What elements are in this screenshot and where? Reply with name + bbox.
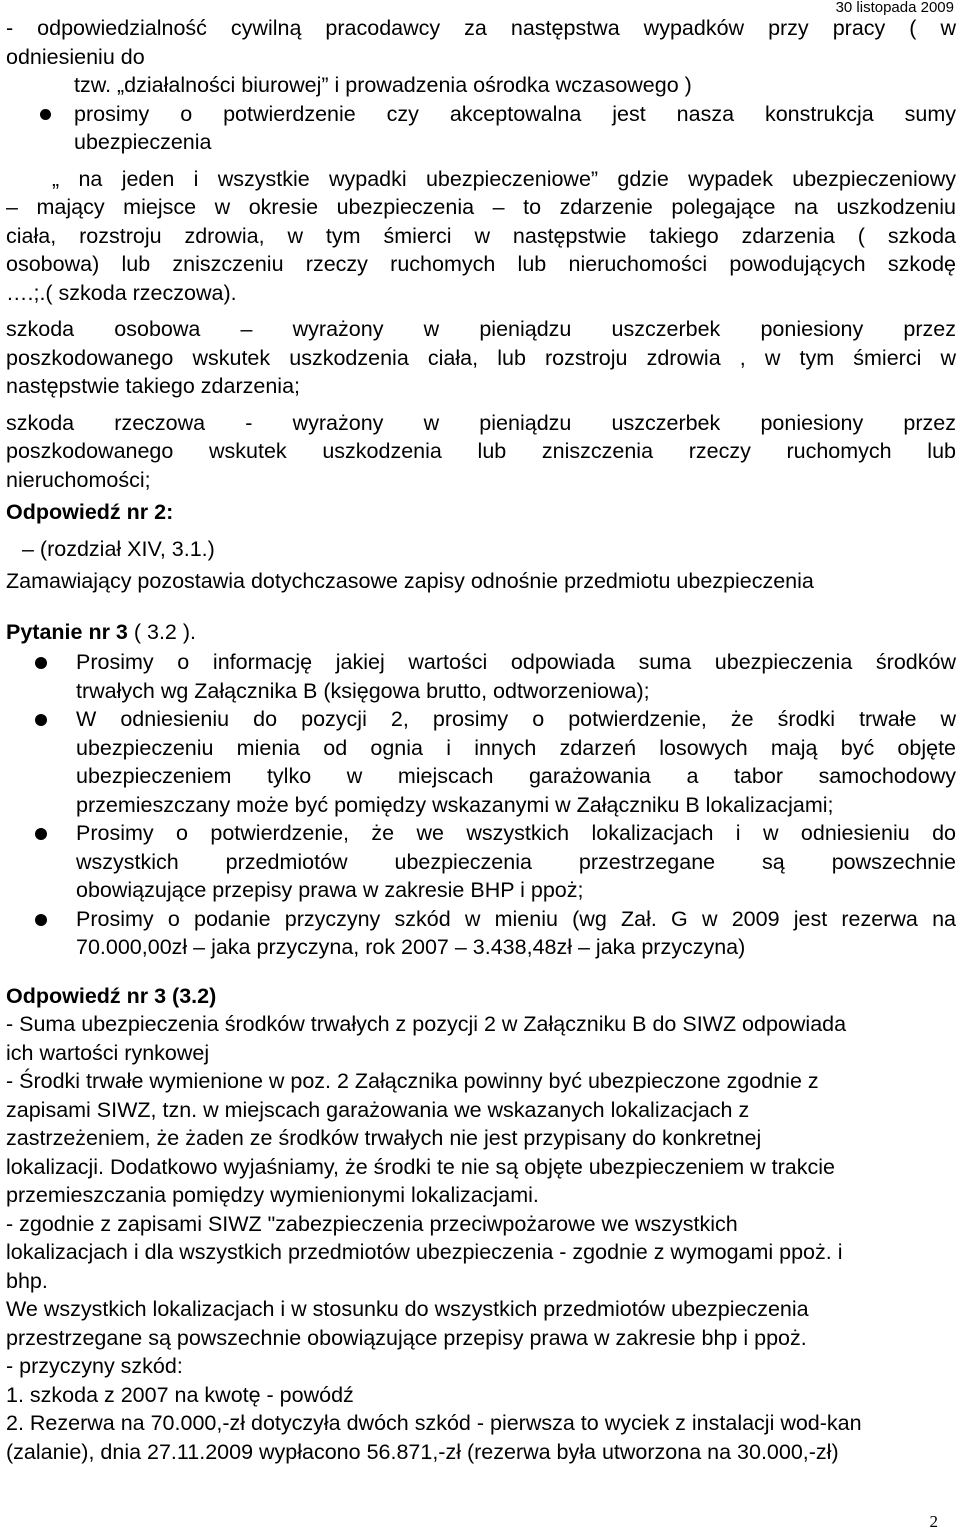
question-3-item: [6, 905, 956, 962]
definition-personal-damage: [6, 315, 956, 401]
question-3-list: [6, 648, 956, 962]
bullet-icon: [35, 828, 47, 840]
text-line: - zgodnie z zapisami SIWZ "zabezpieczenia przeciwpożarowe we wszystkich: [6, 1211, 738, 1236]
answer-3-body: [6, 1010, 956, 1466]
text-line: zapisami SIWZ, tzn. w miejscach garażowania we wskazanych lokalizacjach z: [6, 1097, 750, 1122]
question-3-item: [6, 648, 956, 705]
question-3-label: Pytanie nr 3: [6, 619, 128, 644]
page-number: 2: [929, 1512, 938, 1531]
text-line: poszkodowanego wskutek uszkodzenia lub zniszczenia rzeczy ruchomych lub: [6, 439, 956, 463]
text-line: ich wartości rynkowej: [6, 1040, 210, 1065]
answer-3-heading: Odpowiedź nr 3 (3.2): [6, 983, 217, 1008]
answer-2-reference: – (rozdział XIV, 3.1.): [22, 536, 215, 561]
text-line: We wszystkich lokalizacjach i w stosunku do wszystkich przedmiotów ubezpieczenia: [6, 1297, 809, 1321]
bullet-item: [6, 100, 956, 157]
text-line: - Suma ubezpieczenia środków trwałych z pozycji 2 w Załączniku B do SIWZ odpowiada: [6, 1012, 847, 1036]
text-line: – mający miejsce w okresie ubezpieczenia – to zdarzenie polegające na uszkodzeniu: [6, 195, 956, 219]
text-line: lokalizacji. Dodatkowo wyjaśniamy, że środki te nie są objęte ubezpieczeniem w trakcie: [6, 1154, 835, 1179]
bullet-icon: [35, 714, 47, 726]
bullet-icon: [35, 914, 47, 926]
text-line: - Środki trwałe wymienione w poz. 2 Załącznika powinny być ubezpieczone zgodnie z: [6, 1069, 819, 1093]
text-line: odniesieniu do: [6, 44, 145, 69]
text-line: prosimy o potwierdzenie czy akceptowalna jest nasza konstrukcja sumy: [74, 101, 956, 126]
text-line: przemieszczania pomiędzy wymienionymi lokalizacjami.: [6, 1183, 539, 1207]
text-line: Prosimy o potwierdzenie, że we wszystkich lokalizacjach i w odniesieniu do: [76, 821, 956, 845]
question-3-item: [6, 705, 956, 819]
text-line: ciała, rozstroju zdrowia, w tym śmierci w następstwie takiego zdarzenia ( szkoda: [6, 223, 956, 248]
quoted-definition: [6, 165, 956, 308]
question-3-heading: [6, 618, 956, 647]
text-line: 2. Rezerwa na 70.000,-zł dotyczyła dwóch szkód - pierwsza to wyciek z instalacji wod-kan: [6, 1411, 862, 1435]
header-date: 30 listopada 2009: [835, 0, 954, 16]
text-line: przemieszczany może być pomiędzy wskazanymi w Załączniku B lokalizacjami;: [76, 792, 834, 817]
definition-property-damage: [6, 409, 956, 495]
text-line: ubezpieczeniu mienia od ognia i innych zdarzeń losowych mają być objęte: [76, 735, 956, 760]
text-line: szkoda rzeczowa - wyrażony w pieniądzu uszczerbek poniesiony przez: [6, 410, 956, 435]
question-3-ref: ( 3.2 ).: [127, 619, 196, 644]
answer-2-text: Zamawiający pozostawia dotychczasowe zapisy odnośnie przedmiotu ubezpieczenia: [6, 569, 814, 593]
text-line: „ na jeden i wszystkie wypadki ubezpieczeniowe” gdzie wypadek ubezpieczeniowy: [52, 166, 956, 191]
text-line: osobowa) lub zniszczeniu rzeczy ruchomych lub nieruchomości powodujących szkodę: [6, 252, 956, 276]
text-line: Prosimy o podanie przyczyny szkód w mieniu (wg Zał. G w 2009 jest rezerwa na: [76, 906, 956, 931]
bullet-icon: [40, 109, 51, 120]
text-line: następstwie takiego zdarzenia;: [6, 374, 301, 398]
answer-2-heading: Odpowiedź nr 2:: [6, 500, 174, 524]
text-line: W odniesieniu do pozycji 2, prosimy o potwierdzenie, że środki trwałe w: [76, 707, 956, 731]
text-line: trwałych wg Załącznika B (księgowa brutto, odtworzeniowa);: [76, 678, 650, 703]
text-line: ….;.( szkoda rzeczowa).: [6, 280, 237, 305]
text-line: zastrzeżeniem, że żaden ze środków trwałych nie jest przypisany do konkretnej: [6, 1126, 762, 1150]
text-line: tzw. „działalności biurowej” i prowadzenia ośrodka wczasowego ): [74, 73, 692, 97]
paragraph-liability: [6, 14, 956, 100]
text-line: ubezpieczeniem tylko w miejscach garażowania a tabor samochodowy: [76, 764, 956, 788]
text-line: przestrzegane są powszechnie obowiązujące przepisy prawa w zakresie bhp i ppoż.: [6, 1325, 807, 1350]
text-line: lokalizacjach i dla wszystkich przedmiotów ubezpieczenia - zgodnie z wymogami ppoż. i: [6, 1240, 843, 1264]
text-line: wszystkich przedmiotów ubezpieczenia przestrzegane są powszechnie: [76, 849, 956, 874]
question-3-item: [6, 819, 956, 905]
text-line: nieruchomości;: [6, 467, 151, 492]
text-line: Prosimy o informację jakiej wartości odpowiada suma ubezpieczenia środków: [76, 650, 956, 674]
text-line: - przyczyny szkód:: [6, 1354, 183, 1378]
text-line: bhp.: [6, 1268, 48, 1293]
document-page: [6, 14, 956, 1466]
text-line: poszkodowanego wskutek uszkodzenia ciała, lub rozstroju zdrowia , w tym śmierci w: [6, 345, 956, 370]
text-line: 1. szkoda z 2007 na kwotę - powódź: [6, 1382, 354, 1407]
text-line: 70.000,00zł – jaka przyczyna, rok 2007 – 3.438,48zł – jaka przyczyna): [76, 935, 746, 959]
text-line: obowiązujące przepisy prawa w zakresie BHP i ppoż;: [76, 878, 584, 902]
bullet-icon: [35, 657, 47, 669]
text-line: szkoda osobowa – wyrażony w pieniądzu uszczerbek poniesiony przez: [6, 317, 956, 341]
text-line: (zalanie), dnia 27.11.2009 wypłacono 56.871,-zł (rezerwa była utworzona na 30.000,-zł): [6, 1439, 839, 1464]
text-line: - odpowiedzialność cywilną pracodawcy za następstwa wypadków przy pracy ( w: [6, 16, 956, 40]
text-line: ubezpieczenia: [74, 130, 212, 154]
